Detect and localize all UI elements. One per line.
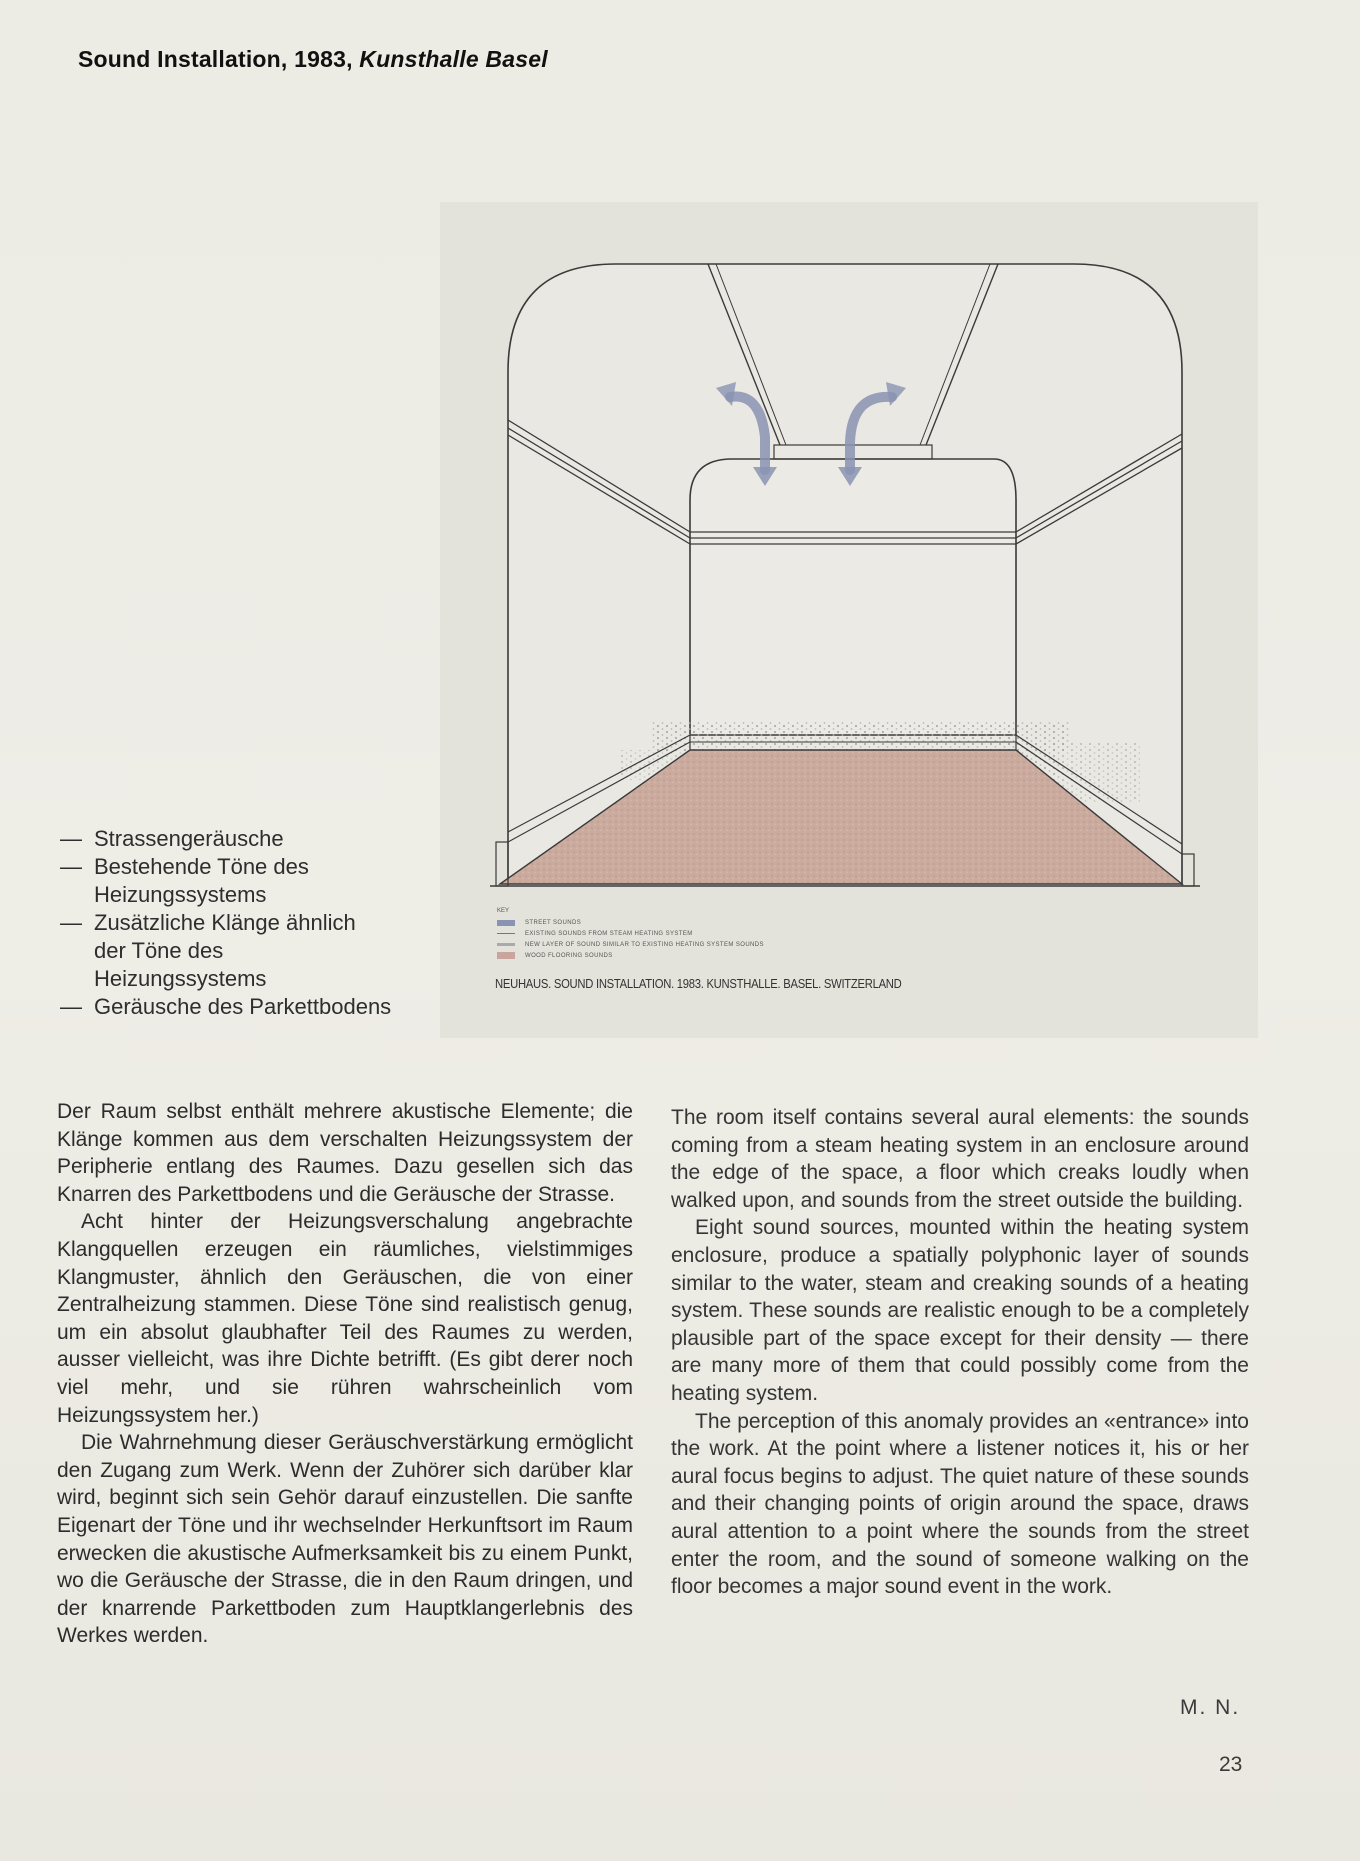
title-venue: Kunsthalle Basel [359, 46, 548, 72]
key-text: NEW LAYER OF SOUND SIMILAR TO EXISTING HEATING SYSTEM SOUNDS [525, 941, 764, 948]
legend-item [60, 853, 394, 909]
german-paragraph: Der Raum selbst enthält mehrere akustische Elemente; die Klänge kommen aus dem verschalten Heizungssystem der Peripherie entlang des Raumes. Dazu gesellen sich das Knarren des Parkettbodens und die Geräusche der Strasse. [57, 1100, 633, 1206]
dash: — [60, 994, 82, 1019]
legend-item [60, 909, 384, 993]
english-paragraph: Eight sound sources, mounted within the heating system enclosure, produce a spatially polyphonic layer of sounds similar to the water, steam and creaking sounds of a heating system. These sounds are realistic enough to be a completely plausible part of the space except for their density — there are many more of them that could possibly come from the heating system. [671, 1216, 1249, 1405]
legend-text: Geräusche des Parkettbodens [94, 994, 392, 1019]
english-paragraph: The perception of this anomaly provides an «entrance» into the work. At the point where a listener notices it, his or her aural focus begins to adjust. The quiet nature of these sounds and their changing points of origin around the space, draws aural attention to a point where the sounds from the street enter the room, and the sound of someone walking on the floor becomes a major sound event in the work. [671, 1409, 1249, 1599]
dash: — [60, 854, 82, 879]
key-item-street [497, 917, 764, 928]
key-item-floor [497, 950, 764, 961]
page-number: 23 [1219, 1753, 1243, 1776]
english-text-column [671, 1104, 1249, 1601]
german-paragraph: Acht hinter der Heizungsverschalung angebrachte Klangquellen erzeugen ein räumliches, vielstimmiges Klangmuster, ähnlich den Geräuschen, die von einer Zentralheizung stammen. Diese Töne sind realistisch genug, um ein absolut glaubhafter Teil des Raumes zu werden, ausser vielleicht, was ihre Dichte betrifft. (Es gibt derer noch viel mehr, und sie rühren wahrscheinlich vom Heizungssystem her.) [57, 1210, 633, 1427]
dot-icon [497, 943, 515, 946]
key-text: WOOD FLOORING SOUNDS [525, 952, 613, 959]
drawing-caption: NEUHAUS. SOUND INSTALLATION. 1983. KUNSTHALLE. BASEL. SWITZERLAND [495, 977, 902, 991]
line-icon [497, 933, 515, 934]
legend-list [60, 825, 394, 1021]
dash: — [60, 910, 82, 935]
key-item-new-layer [497, 939, 764, 950]
english-paragraph: The room itself contains several aural elements: the sounds coming from a steam heating system in an enclosure around the edge of the space, a floor which creaks loudly when walked upon, and sounds from the street outside the building. [671, 1106, 1249, 1212]
author-initials: M. N. [1180, 1696, 1241, 1719]
title-prefix: Sound Installation, 1983, [78, 46, 360, 72]
legend-text: Bestehende Töne des Heizungssystems [94, 854, 309, 907]
key-text: STREET SOUNDS [525, 919, 582, 926]
arrow-icon [497, 920, 515, 926]
legend-text: Strassengeräusche [94, 826, 284, 851]
key-item-existing [497, 928, 764, 939]
legend-item [60, 825, 394, 853]
floor-swatch-icon [497, 952, 515, 959]
page-title [78, 46, 548, 73]
dash: — [60, 826, 82, 851]
legend-text: Zusätzliche Klänge ähnlich der Töne des Heizungssystems [94, 910, 356, 991]
german-paragraph: Die Wahrnehmung dieser Geräuschverstärkung ermöglicht den Zugang zum Werk. Wenn der Zuhörer sich darüber klar wird, beginnt sich sein Gehör darauf einzustellen. Die sanfte Eigenart der Töne und ihr wechselnder Herkunftsort im Raum erwecken die akustische Aufmerksamkeit bis zu einem Punkt, wo die Geräusche der Strasse, die in den Raum dringen, und der knarrende Parkettboden zum Hauptklangerlebnis des Werkes werden. [57, 1431, 633, 1648]
key-label: KEY [497, 908, 510, 914]
german-text-column [57, 1098, 633, 1650]
legend-item [60, 993, 394, 1021]
key-text: EXISTING SOUNDS FROM STEAM HEATING SYSTEM [525, 930, 693, 937]
drawing-key [497, 908, 764, 961]
